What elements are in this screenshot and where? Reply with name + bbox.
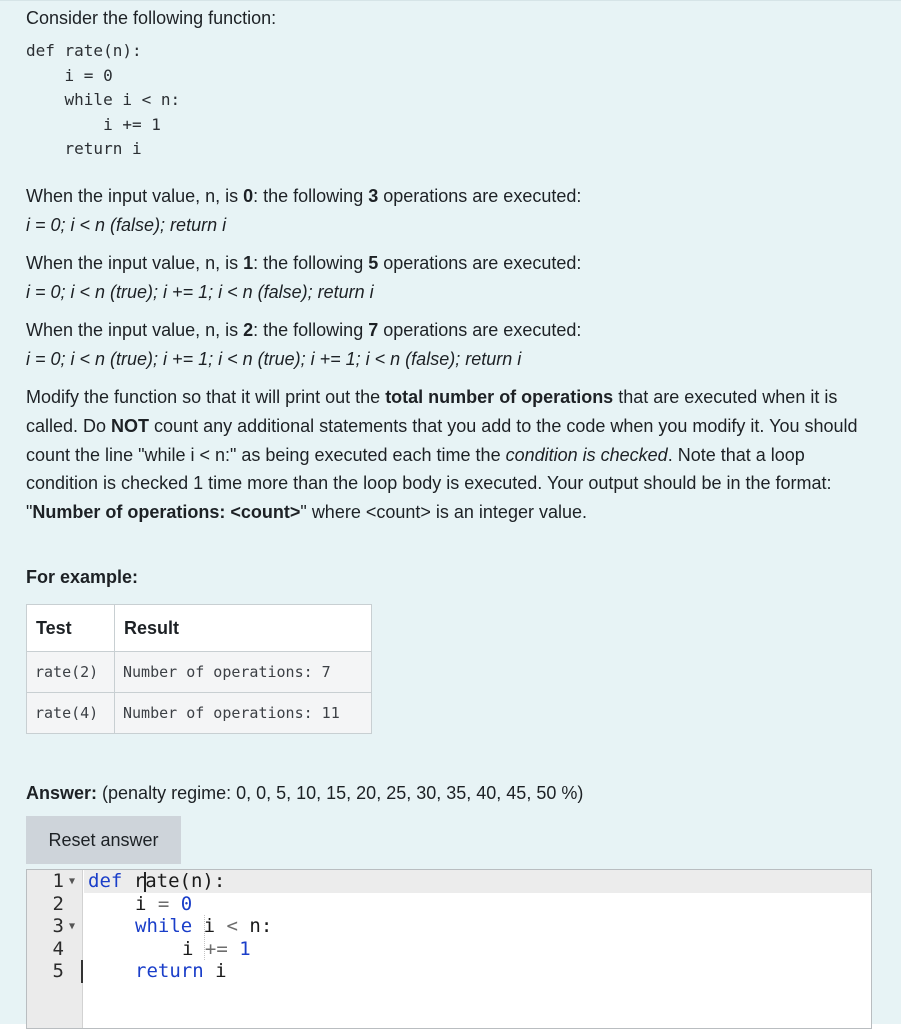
code-line: i = 0: [26, 65, 113, 85]
function-code-block: [26, 39, 180, 162]
table-header-row: [27, 605, 372, 652]
reset-answer-button[interactable]: Reset answer: [26, 816, 181, 864]
modify-instructions: Modify the function so that it will print out the total number of operations that are executed when it is called. Do NOT count any additional statements that you add to the code when you modify it. You should count the line "while i < n:" as being executed each time the condition is checked. Note that a loop condition is checked 1 time more than the loop body is executed. Your output should be in the format: "Number of operations: <count>" where <count> is an integer value.: [26, 387, 858, 523]
result-cell: Number of operations: 11: [115, 693, 372, 734]
test-cell: rate(2): [27, 652, 115, 693]
case-2-paragraph: When the input value, n, is 2: the following 7 operations are executed: i = 0; i < n (true); i += 1; i < n (true); i += 1; i < n (false); return i: [26, 320, 582, 369]
editor-line[interactable]: while i < n:: [135, 915, 273, 937]
editor-gutter: [27, 870, 83, 1028]
case-0-operations: i = 0; i < n (false); return i: [26, 214, 227, 235]
line-number: 3 ▼: [52, 915, 76, 937]
test-cell: rate(4): [27, 693, 115, 734]
case-2-operations: i = 0; i < n (true); i += 1; i < n (true); i += 1; i < n (false); return i: [26, 348, 522, 369]
editor-line[interactable]: return i: [135, 960, 227, 982]
result-cell: Number of operations: 7: [115, 652, 372, 693]
editor-line[interactable]: def rate(n):: [88, 870, 226, 892]
case-0-paragraph: When the input value, n, is 0: the following 3 operations are executed: i = 0; i < n (false); return i: [26, 186, 582, 235]
case-1-paragraph: When the input value, n, is 1: the following 5 operations are executed: i = 0; i < n (true); i += 1; i < n (false); return i: [26, 253, 582, 302]
code-line: while i < n:: [26, 90, 181, 109]
code-line: def rate(n):: [26, 41, 142, 60]
examples-table: [26, 604, 372, 734]
editor-line[interactable]: i += 1: [182, 937, 251, 960]
editor-line[interactable]: i = 0: [135, 892, 193, 915]
intro-text: Consider the following function:: [26, 8, 277, 28]
example-heading: For example:: [26, 567, 139, 587]
table-row: [27, 652, 372, 693]
column-header: Test: [27, 605, 115, 652]
column-header: Result: [115, 605, 372, 652]
line-number: 2: [52, 892, 64, 915]
table-row: [27, 693, 372, 734]
code-line: return i: [26, 139, 142, 158]
code-editor[interactable]: [26, 869, 872, 1029]
case-1-operations: i = 0; i < n (true); i += 1; i < n (false); return i: [26, 281, 374, 302]
answer-label: Answer:: [26, 783, 98, 803]
code-line: i += 1: [26, 114, 161, 134]
editor-code-area[interactable]: [84, 870, 871, 1028]
penalty-regime: (penalty regime: 0, 0, 5, 10, 15, 20, 25, 30, 35, 40, 45, 50 %): [102, 783, 584, 803]
line-number: 1 ▼: [52, 870, 76, 892]
line-number: 4: [52, 937, 64, 960]
line-number: 5: [27, 960, 83, 983]
answer-label-line: [26, 781, 583, 805]
fold-arrow-icon[interactable]: ▼: [69, 921, 76, 932]
fold-arrow-icon[interactable]: ▼: [69, 876, 76, 887]
